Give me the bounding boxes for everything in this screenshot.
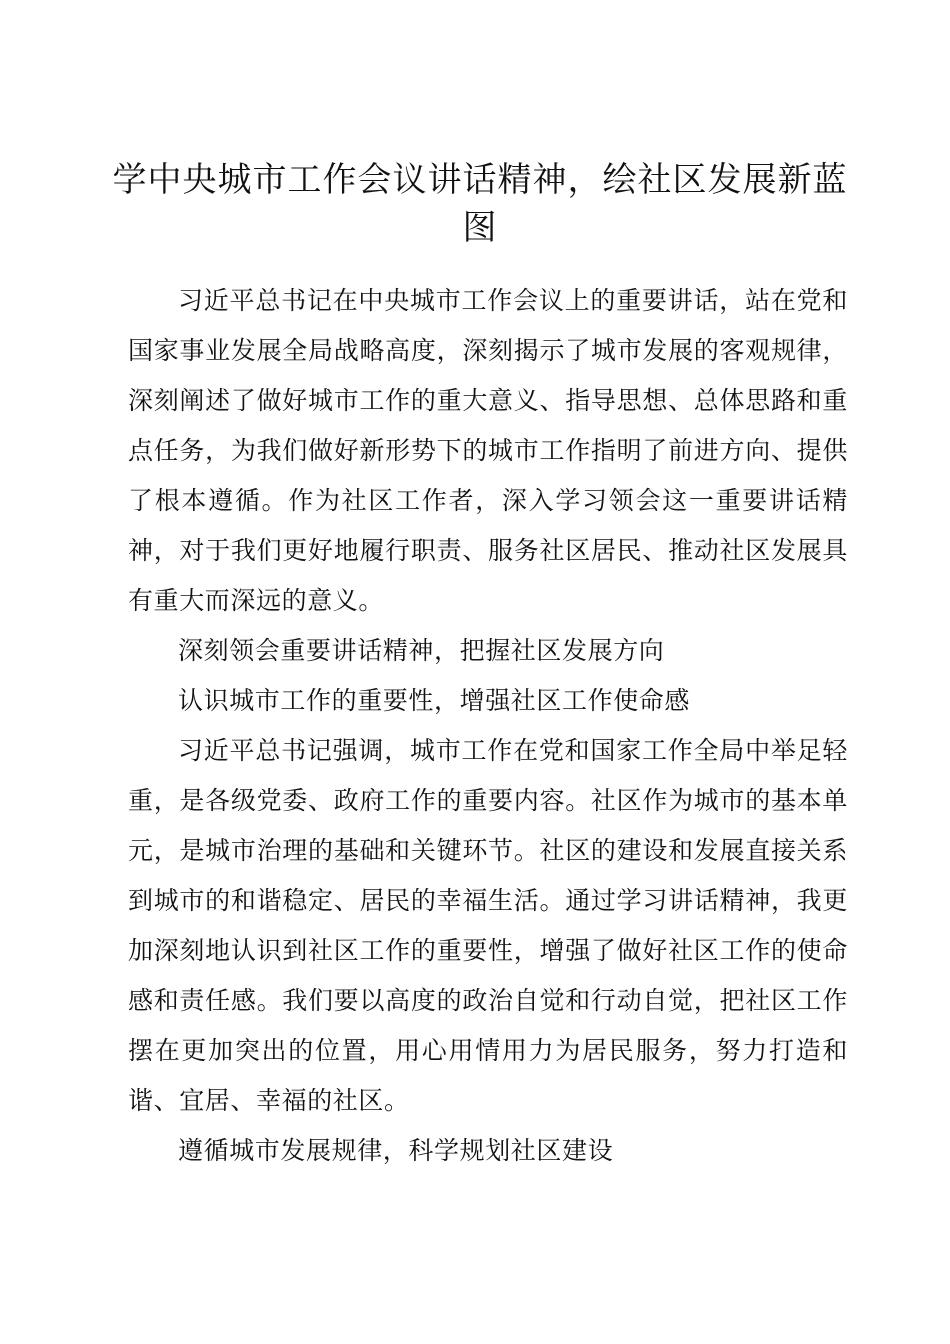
subsection-heading: 认识城市工作的重要性，增强社区工作使命感 <box>178 686 691 715</box>
subsection-heading: 遵循城市发展规律，科学规划社区建设 <box>178 1136 614 1165</box>
intro-paragraph: 习近平总书记在中央城市工作会议上的重要讲话，站在党和国家事业发展全局战略高度，深刻揭示了城市发展的客观规律，深刻阐述了做好城市工作的重大意义、指导思想、总体思路和重点任务，为我们做好新形势下的城市工作指明了前进方向、提供了根本遵循。作为社区工作者，深入学习领会这一重要讲话精神，对于我们更好地履行职责、服务社区居民、推动社区发展具有重大而深远的意义。 <box>128 286 848 615</box>
document-title: 学中央城市工作会议讲话精神，绘社区发展新蓝图 <box>112 160 848 248</box>
document-body <box>128 276 848 1176</box>
section-heading: 深刻领会重要讲话精神，把握社区发展方向 <box>178 636 665 665</box>
body-paragraph: 习近平总书记强调，城市工作在党和国家工作全局中举足轻重，是各级党委、政府工作的重要内容。社区作为城市的基本单元，是城市治理的基础和关键环节。社区的建设和发展直接关系到城市的和谐稳定、居民的幸福生活。通过学习讲话精神，我更加深刻地认识到社区工作的重要性，增强了做好社区工作的使命感和责任感。我们要以高度的政治自觉和行动自觉，把社区工作摆在更加突出的位置，用心用情用力为居民服务，努力打造和谐、宜居、幸福的社区。 <box>128 736 848 1115</box>
